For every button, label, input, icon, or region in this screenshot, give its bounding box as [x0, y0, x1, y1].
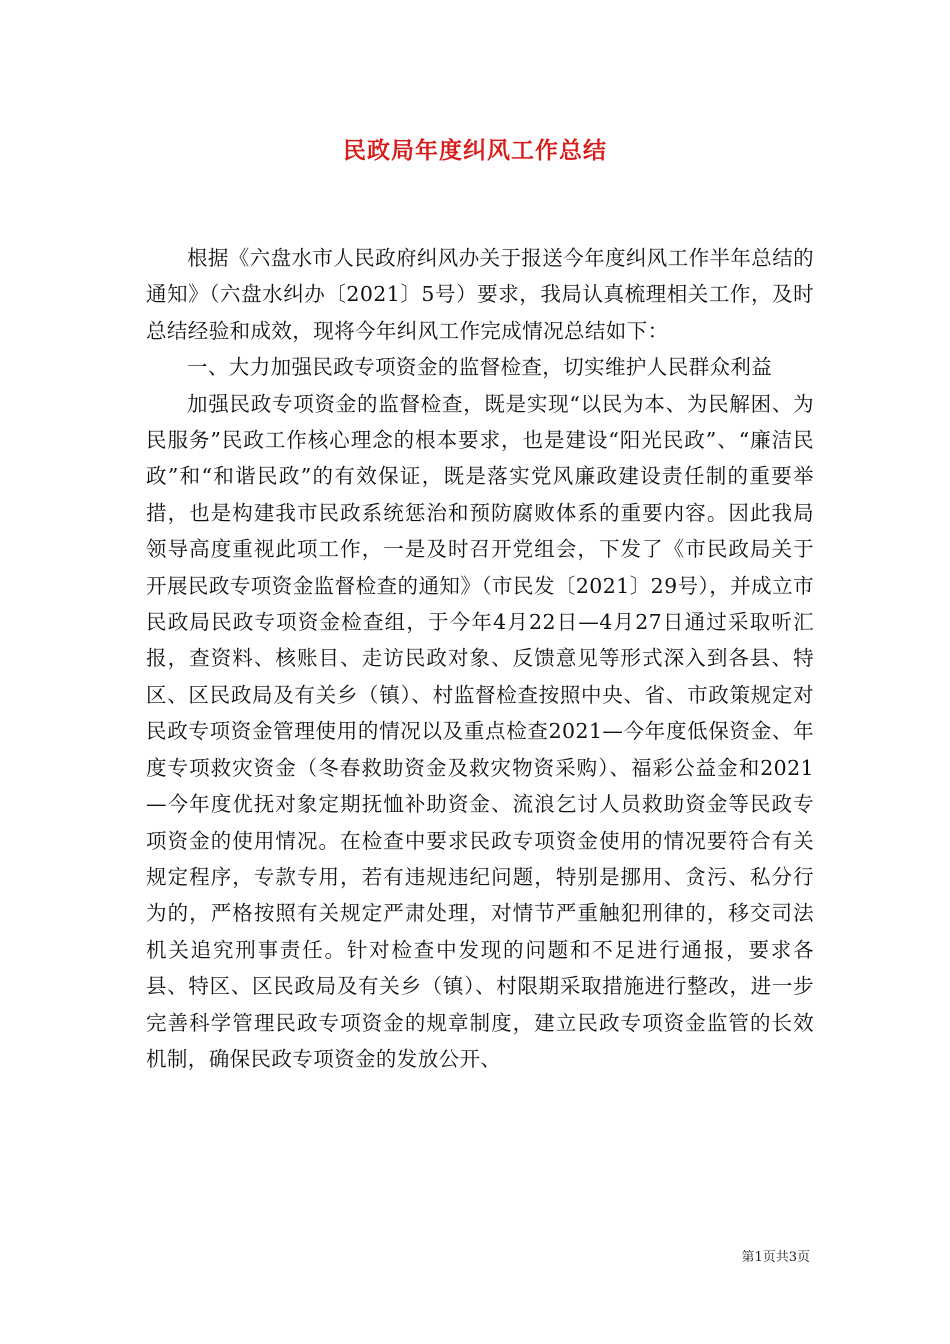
paragraph-intro: 根据《六盘水市人民政府纠风办关于报送今年度纠风工作半年总结的通知》（六盘水纠办〔2021〕5号）要求，我局认真梳理相关工作，及时总结经验和成效，现将今年纠风工作完成情况总结如下：: [146, 246, 814, 343]
paragraph-section-heading: 一、大力加强民政专项资金的监督检查，切实维护人民群众利益: [187, 355, 773, 380]
document-title: 民政局年度纠风工作总结: [343, 137, 607, 164]
document-body: [146, 240, 814, 1077]
paragraph-main: 加强民政专项资金的监督检查，既是实现“以民为本、为民解困、为民服务”民政工作核心理念的根本要求，也是建设“阳光民政”、“廉洁民政”和“和谐民政”的有效保证，既是落实党风廉政建设责任制的重要举措，也是构建我市民政系统惩治和预防腐败体系的重要内容。因此我局领导高度重视此项工作，一是及时召开党组会，下发了《市民政局关于开展民政专项资金监督检查的通知》（市民发〔2021〕29号），并成立市民政局民政专项资金检查组，于今年4月22日—4月27日通过采取听汇报，查资料、核账目、走访民政对象、反馈意见等形式深入到各县、特区、区民政局及有关乡（镇）、村监督检查按照中央、省、市政策规定对民政专项资金管理使用的情况以及重点检查2021—今年度低保资金、年度专项救灾资金（冬春救助资金及救灾物资采购）、福彩公益金和2021—今年度优抚对象定期抚恤补助资金、流浪乞讨人员救助资金等民政专项资金的使用情况。在检查中要求民政专项资金使用的情况要符合有关规定程序，专款专用，若有违规违纪问题，特别是挪用、贪污、私分行为的，严格按照有关规定严肃处理，对情节严重触犯刑律的，移交司法机关追究刑事责任。针对检查中发现的问题和不足进行通报，要求各县、特区、区民政局及有关乡（镇）、村限期采取措施进行整改，进一步完善科学管理民政专项资金的规章制度，建立民政专项资金监管的长效机制，确保民政专项资金的发放公开、: [146, 391, 814, 1071]
page-number: 第1页共3页: [741, 1250, 810, 1265]
